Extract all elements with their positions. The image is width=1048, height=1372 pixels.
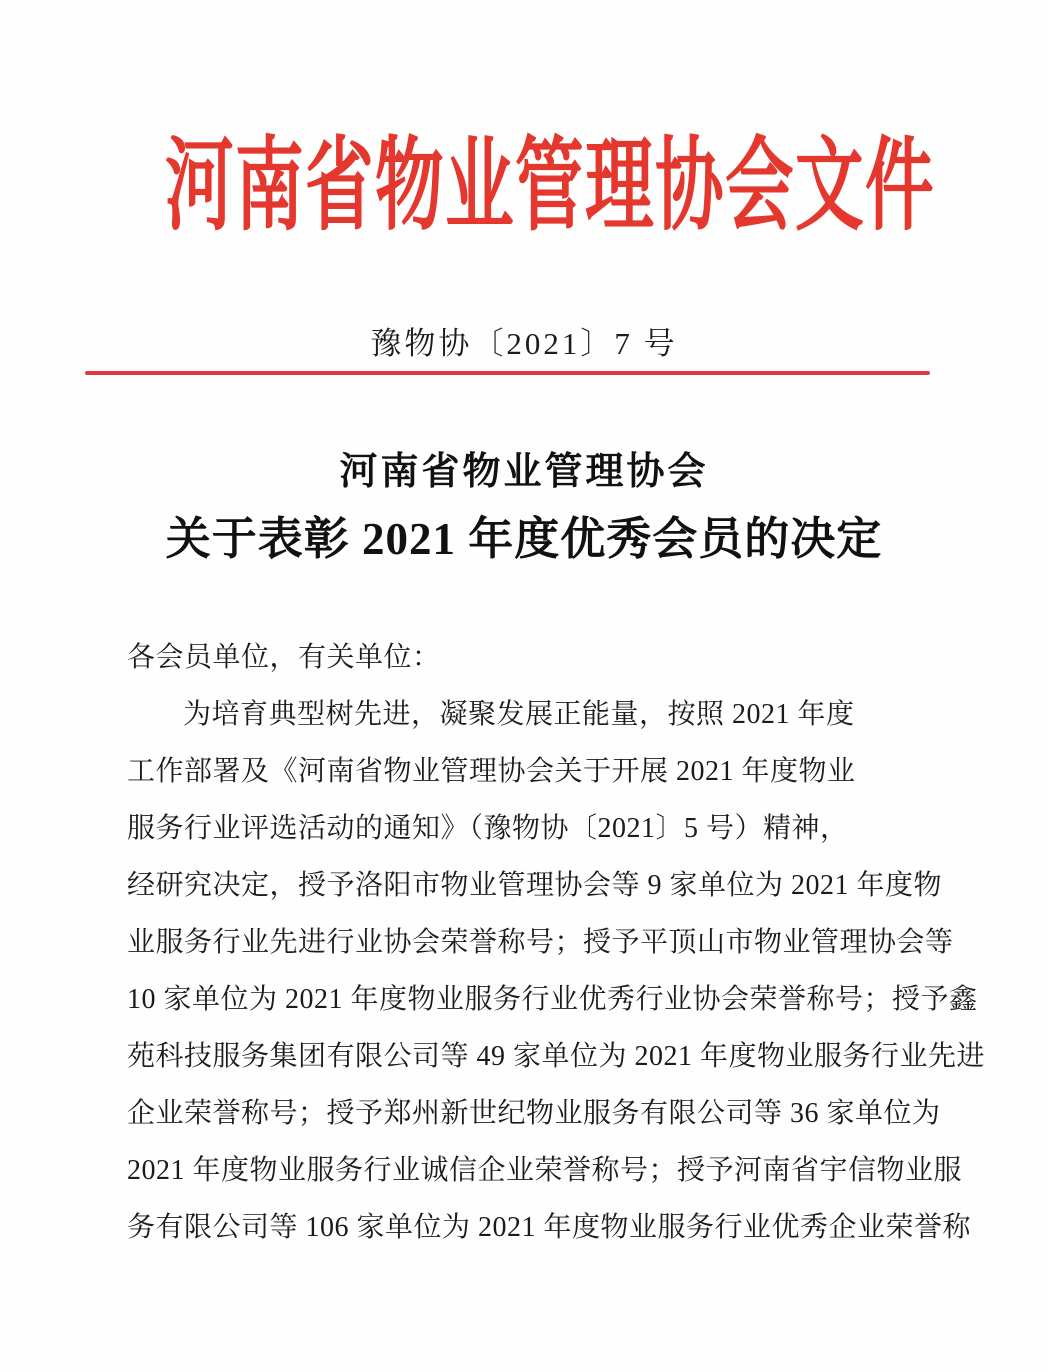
red-divider-rule xyxy=(85,371,930,375)
paragraph-line: 业服务行业先进行业协会荣誉称号；授予平顶山市物业管理协会等 xyxy=(127,927,954,958)
document-title-org: 河南省物业管理协会 xyxy=(339,451,709,493)
paragraph-line: 10 家单位为 2021 年度物业服务行业优秀行业协会荣誉称号；授予鑫 xyxy=(127,984,978,1015)
document-title-subject: 关于表彰 2021 年度优秀会员的决定 xyxy=(165,514,883,564)
masthead-text: 河南省物业管理协会文件 xyxy=(165,130,936,244)
paragraph-line: 苑科技服务集团有限公司等 49 家单位为 2021 年度物业服务行业先进 xyxy=(127,1041,986,1072)
paragraph-line: 为培育典型树先进，凝聚发展正能量，按照 2021 年度 xyxy=(183,699,855,730)
paragraph-line: 2021 年度物业服务行业诚信企业荣誉称号；授予河南省宇信物业服 xyxy=(127,1155,963,1186)
paragraph-line: 服务行业评选活动的通知》（豫物协〔2021〕5 号）精神， xyxy=(127,813,849,844)
paragraph-line: 工作部署及《河南省物业管理协会关于开展 2021 年度物业 xyxy=(127,756,856,787)
document-number: 豫物协〔2021〕7 号 xyxy=(370,326,678,361)
document-masthead xyxy=(0,128,1048,246)
salutation-line: 各会员单位，有关单位： xyxy=(127,642,441,673)
paragraph-line: 企业荣誉称号；授予郑州新世纪物业服务有限公司等 36 家单位为 xyxy=(127,1098,941,1129)
document-body xyxy=(127,629,986,1256)
paragraph-line: 务有限公司等 106 家单位为 2021 年度物业服务行业优秀企业荣誉称 xyxy=(127,1212,972,1243)
paragraph-line: 经研究决定，授予洛阳市物业管理协会等 9 家单位为 2021 年度物 xyxy=(127,870,943,901)
